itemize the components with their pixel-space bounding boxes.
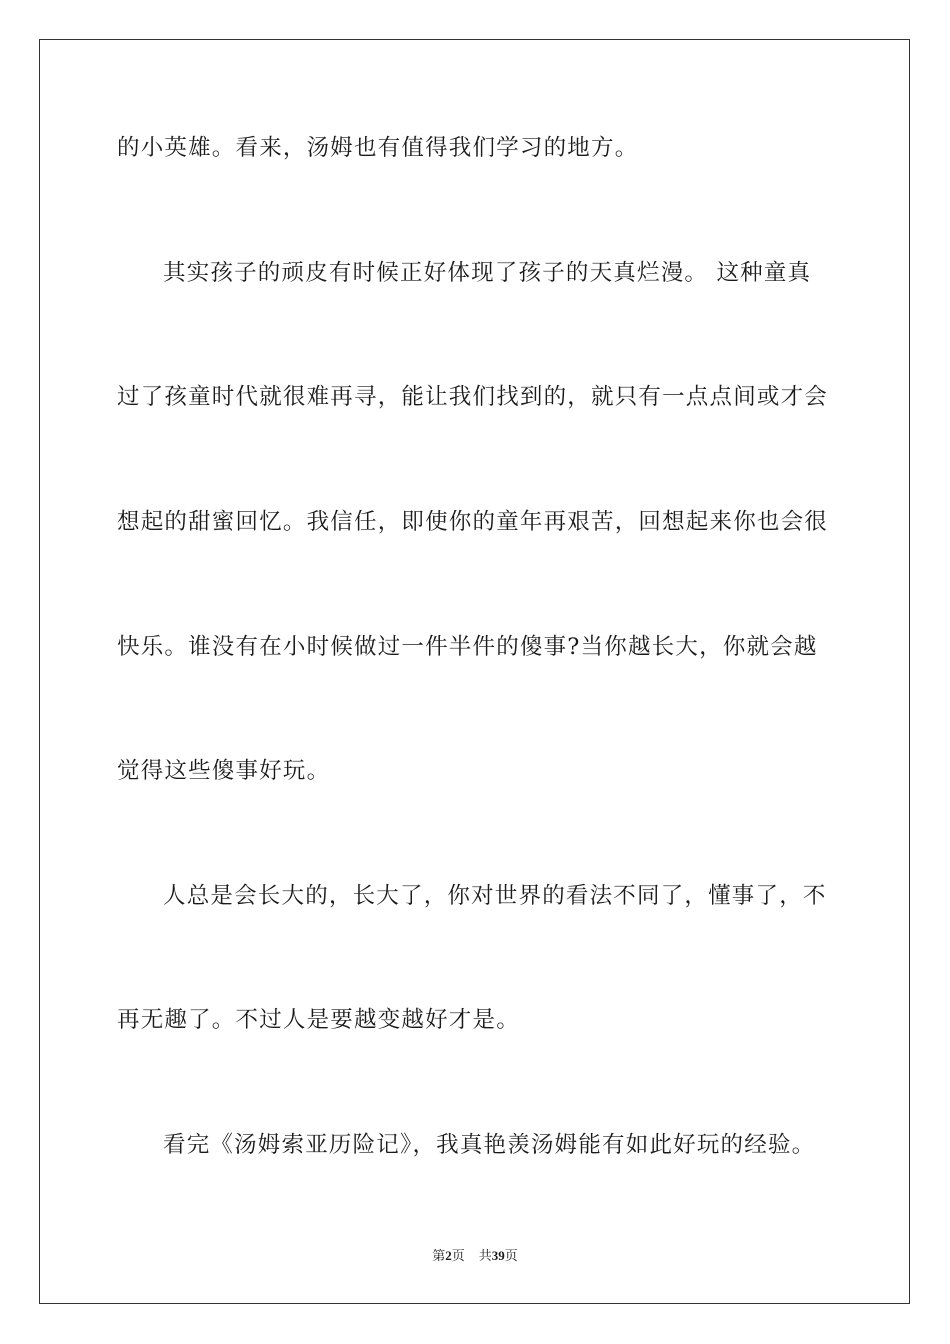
page-border [39, 39, 910, 1304]
page-footer [0, 1246, 950, 1267]
total-suffix: 页 [504, 1249, 518, 1264]
text-line: 觉得这些傻事好玩。 [117, 758, 331, 784]
page-number: 2 [445, 1248, 452, 1263]
total-prefix: 共 [478, 1249, 492, 1264]
text-line: 快乐。谁没有在小时候做过一件半件的傻事?当你越长大，你就会越 [117, 634, 818, 660]
paragraph-first-line: 其实孩子的顽皮有时候正好体现了孩子的天真烂漫。 这种童真 [163, 260, 812, 286]
paragraph-first-line: 人总是会长大的，长大了，你对世界的看法不同了，懂事了，不 [163, 883, 827, 909]
paragraph-first-line: 看完《汤姆索亚历险记》，我真艳羡汤姆能有如此好玩的经验。 [163, 1132, 816, 1158]
text-line: 想起的甜蜜回忆。我信任，即使你的童年再艰苦，回想起来你也会很 [117, 509, 829, 535]
page-prefix: 第 [432, 1249, 446, 1264]
text-line: 的小英雄。看来，汤姆也有值得我们学习的地方。 [117, 135, 639, 161]
text-line: 再无趣了。不过人是要越变越好才是。 [117, 1007, 520, 1033]
total-indicator [479, 1249, 518, 1264]
page-indicator [432, 1249, 465, 1264]
text-line: 过了孩童时代就很难再寻，能让我们找到的，就只有一点点间或才会 [117, 384, 829, 410]
total-pages: 39 [491, 1248, 505, 1263]
page-suffix: 页 [451, 1249, 465, 1264]
